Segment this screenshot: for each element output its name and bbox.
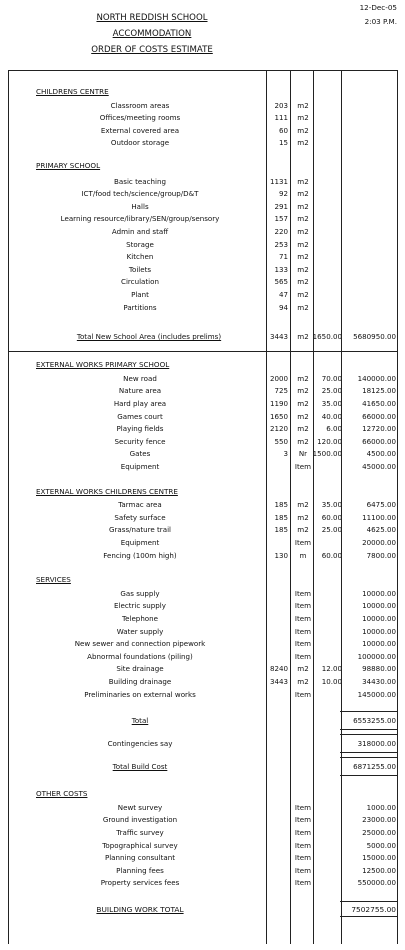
line-item-description: Classroom areas xyxy=(110,100,170,110)
building-work-total-amount: 7502755.00 xyxy=(351,905,396,914)
line-item-total: 11100.00 xyxy=(362,512,396,522)
line-item-description: Fencing (100m high) xyxy=(103,550,177,560)
title-line-2: ACCOMMODATION xyxy=(112,29,192,39)
line-item-description: New sewer and connection pipework xyxy=(74,639,206,649)
line-item-rate: 12.00 xyxy=(321,664,342,674)
line-item-unit: m2 xyxy=(297,290,309,299)
line-item-description: Equipment xyxy=(120,538,160,547)
line-item-description: Site drainage xyxy=(116,664,164,674)
line-item-description: Traffic survey xyxy=(116,828,164,837)
grand-total-box-bottom xyxy=(340,916,398,917)
line-item-description: Games court xyxy=(117,411,163,421)
summary-amount: 318000.00 xyxy=(357,739,396,749)
line-item-description: Kitchen xyxy=(126,252,154,262)
line-item-description: Learning resource/library/SEN/group/sensory xyxy=(60,214,220,224)
line-item-rate: 60.00 xyxy=(321,550,342,560)
line-item-unit: m2 xyxy=(297,227,309,236)
line-item-rate: 60.00 xyxy=(321,512,342,522)
line-item-area: 47 xyxy=(278,290,288,299)
line-item-total: 10000.00 xyxy=(362,588,396,598)
line-item-total: 15000.00 xyxy=(362,853,396,863)
line-item-unit: Item xyxy=(294,651,312,661)
line-item-unit: m2 xyxy=(297,677,309,686)
table-left-border xyxy=(8,70,9,944)
line-item-total: 10000.00 xyxy=(362,601,396,611)
summary-label: Total xyxy=(131,716,149,726)
line-item-description: New road xyxy=(123,373,157,383)
line-item-unit: Item xyxy=(294,802,312,812)
line-item-total: 4625.00 xyxy=(366,525,396,535)
line-item-area: 3 xyxy=(283,449,288,459)
line-item-rate: 25.00 xyxy=(321,386,342,396)
line-item-unit: Item xyxy=(294,588,312,598)
line-item-description: Gas supply xyxy=(120,588,160,598)
title-line-1: NORTH REDDISH SCHOOL xyxy=(96,13,208,23)
total-amount: 5680950.00 xyxy=(353,332,396,342)
line-item-total: 10000.00 xyxy=(362,639,396,649)
line-item-description: Electric supply xyxy=(114,601,166,611)
line-item-area: 8240 xyxy=(269,664,288,674)
line-item-area: 15 xyxy=(278,138,288,148)
line-item-description: Halls xyxy=(131,201,149,211)
line-item-total: 23000.00 xyxy=(362,815,396,825)
area-column-divider xyxy=(266,70,267,944)
summary-amount: 6871255.00 xyxy=(353,762,396,772)
print-date: 12-Dec-05 xyxy=(359,3,397,12)
line-item-unit: m2 xyxy=(297,138,309,148)
line-item-area: 60 xyxy=(278,125,288,135)
summary-label: Total Build Cost xyxy=(112,762,168,772)
line-item-unit: m2 xyxy=(297,411,309,421)
total-new-school-area: Total New School Area (includes prelims) xyxy=(76,332,222,342)
line-item-description: ICT/food tech/science/group/D&T xyxy=(81,189,199,199)
line-item-unit: Item xyxy=(294,853,312,863)
line-item-unit: m2 xyxy=(297,264,309,274)
line-item-description: Plant xyxy=(131,290,149,299)
line-item-description: Toilets xyxy=(128,264,152,274)
line-item-area: 565 xyxy=(274,277,288,287)
line-item-area: 220 xyxy=(274,227,288,236)
line-item-rate: 40.00 xyxy=(321,411,342,421)
line-item-total: 1000.00 xyxy=(366,802,396,812)
line-item-area: 550 xyxy=(274,436,288,446)
print-time: 2:03 P.M. xyxy=(364,17,397,26)
line-item-total: 25000.00 xyxy=(362,828,396,837)
line-item-unit: Item xyxy=(294,865,312,875)
line-item-description: Newt survey xyxy=(117,802,163,812)
line-item-unit: m2 xyxy=(297,252,309,262)
line-item-description: Security fence xyxy=(114,436,166,446)
line-item-total: 20000.00 xyxy=(362,538,396,547)
summary-box-bottom xyxy=(340,729,398,730)
line-item-description: Planning fees xyxy=(116,865,164,875)
line-item-unit: Nr xyxy=(298,449,308,459)
line-item-total: 41650.00 xyxy=(362,399,396,408)
table-right-border xyxy=(397,70,398,944)
line-item-total: 34430.00 xyxy=(362,677,396,686)
line-item-description: Partitions xyxy=(123,302,157,312)
line-item-unit: m2 xyxy=(297,125,309,135)
line-item-area: 253 xyxy=(274,239,288,249)
line-item-total: 10000.00 xyxy=(362,626,396,636)
line-item-description: Building drainage xyxy=(108,677,172,686)
line-item-unit: Item xyxy=(294,815,312,825)
table-top-border xyxy=(8,70,397,71)
line-item-total: 7800.00 xyxy=(366,550,396,560)
line-item-unit: m2 xyxy=(297,386,309,396)
line-item-unit: m xyxy=(299,550,307,560)
line-item-unit: m2 xyxy=(297,424,309,434)
line-item-unit: m2 xyxy=(297,176,309,186)
line-item-area: 92 xyxy=(278,189,288,199)
line-item-description: Offices/meeting rooms xyxy=(99,113,181,123)
line-item-area: 3443 xyxy=(269,677,288,686)
line-item-description: Basic teaching xyxy=(114,176,166,186)
line-item-total: 10000.00 xyxy=(362,614,396,623)
line-item-description: External covered area xyxy=(100,125,180,135)
line-item-rate: 120.00 xyxy=(317,436,342,446)
line-item-area: 203 xyxy=(274,100,288,110)
line-item-total: 550000.00 xyxy=(357,878,396,888)
line-item-area: 130 xyxy=(274,550,288,560)
line-item-description: Nature area xyxy=(118,386,162,396)
line-item-description: Gates xyxy=(129,449,151,459)
line-item-unit: m2 xyxy=(297,500,309,510)
line-item-area: 185 xyxy=(274,525,288,535)
total-column-divider xyxy=(341,70,342,944)
line-item-total: 66000.00 xyxy=(362,411,396,421)
line-item-area: 1650 xyxy=(269,411,288,421)
line-item-total: 100000.00 xyxy=(357,651,396,661)
line-item-description: Outdoor storage xyxy=(110,138,170,148)
summary-box-bottom xyxy=(340,775,398,776)
line-item-description: Safety surface xyxy=(114,512,166,522)
line-item-unit: Item xyxy=(294,878,312,888)
line-item-unit: m2 xyxy=(297,399,309,408)
line-item-unit: m2 xyxy=(297,214,309,224)
building-work-total-label: BUILDING WORK TOTAL xyxy=(96,905,184,914)
line-item-area: 2000 xyxy=(269,373,288,383)
grand-total-box-top xyxy=(340,901,398,902)
line-item-area: 71 xyxy=(278,252,288,262)
line-item-unit: m2 xyxy=(297,302,309,312)
title-line-3: ORDER OF COSTS ESTIMATE xyxy=(91,45,213,55)
line-item-description: Hard play area xyxy=(113,399,167,408)
line-item-description: Ground investigation xyxy=(102,815,178,825)
line-item-description: Tarmac area xyxy=(118,500,162,510)
divider xyxy=(8,351,397,352)
section-heading: EXTERNAL WORKS PRIMARY SCHOOL xyxy=(36,360,170,370)
line-item-total: 6475.00 xyxy=(366,500,396,510)
line-item-total: 98880.00 xyxy=(362,664,396,674)
line-item-rate: 1500.00 xyxy=(312,449,342,459)
line-item-rate: 70.00 xyxy=(321,373,342,383)
line-item-unit: Item xyxy=(294,626,312,636)
section-heading: SERVICES xyxy=(36,575,71,585)
line-item-description: Circulation xyxy=(121,277,159,287)
line-item-unit: m2 xyxy=(297,239,309,249)
line-item-area: 1131 xyxy=(269,176,288,186)
line-item-unit: Item xyxy=(294,462,312,471)
line-item-rate: 35.00 xyxy=(321,500,342,510)
line-item-area: 291 xyxy=(274,201,288,211)
line-item-rate: 6.00 xyxy=(326,424,342,434)
line-item-description: Property services fees xyxy=(100,878,180,888)
line-item-description: Grass/nature trail xyxy=(108,525,172,535)
line-item-description: Equipment xyxy=(120,462,160,471)
line-item-area: 185 xyxy=(274,500,288,510)
line-item-unit: m2 xyxy=(297,525,309,535)
rate-column-divider xyxy=(313,70,314,944)
line-item-unit: Item xyxy=(294,538,312,547)
line-item-area: 133 xyxy=(274,264,288,274)
line-item-total: 140000.00 xyxy=(357,373,396,383)
line-item-description: Abnormal foundations (piling) xyxy=(87,651,193,661)
line-item-area: 94 xyxy=(278,302,288,312)
line-item-unit: Item xyxy=(294,614,312,623)
line-item-rate: 25.00 xyxy=(321,525,342,535)
line-item-unit: m2 xyxy=(297,664,309,674)
summary-box-top xyxy=(340,757,398,758)
summary-box-top xyxy=(340,734,398,735)
line-item-unit: m2 xyxy=(297,113,309,123)
total-rate: 1650.00 xyxy=(312,332,342,342)
line-item-area: 2120 xyxy=(269,424,288,434)
line-item-unit: m2 xyxy=(297,436,309,446)
line-item-description: Topographical survey xyxy=(102,840,178,850)
line-item-area: 111 xyxy=(274,113,288,123)
line-item-unit: Item xyxy=(294,689,312,699)
line-item-description: Planning consultant xyxy=(104,853,176,863)
line-item-description: Admin and staff xyxy=(111,227,169,236)
line-item-area: 1190 xyxy=(269,399,288,408)
line-item-unit: Item xyxy=(294,639,312,649)
line-item-area: 185 xyxy=(274,512,288,522)
summary-box-top xyxy=(340,711,398,712)
line-item-total: 18125.00 xyxy=(362,386,396,396)
line-item-unit: Item xyxy=(294,828,312,837)
line-item-area: 725 xyxy=(274,386,288,396)
line-item-description: Playing fields xyxy=(116,424,164,434)
summary-amount: 6553255.00 xyxy=(353,716,396,726)
line-item-description: Storage xyxy=(126,239,154,249)
line-item-unit: m2 xyxy=(297,512,309,522)
line-item-description: Telephone xyxy=(121,614,159,623)
summary-box-bottom xyxy=(340,752,398,753)
total-area: 3443 xyxy=(269,332,288,342)
line-item-total: 12500.00 xyxy=(362,865,396,875)
line-item-unit: m2 xyxy=(297,201,309,211)
unit-column-divider xyxy=(290,70,291,944)
line-item-total: 45000.00 xyxy=(362,462,396,471)
line-item-description: Water supply xyxy=(116,626,164,636)
line-item-area: 157 xyxy=(274,214,288,224)
line-item-description: Preliminaries on external works xyxy=(84,689,196,699)
summary-label: Contingencies say xyxy=(107,739,173,749)
total-unit: m2 xyxy=(297,332,309,342)
line-item-total: 5000.00 xyxy=(366,840,396,850)
section-heading: CHILDRENS CENTRE xyxy=(36,87,109,96)
line-item-total: 4500.00 xyxy=(366,449,396,459)
line-item-unit: m2 xyxy=(297,277,309,287)
line-item-rate: 10.00 xyxy=(321,677,342,686)
section-heading: PRIMARY SCHOOL xyxy=(36,161,101,170)
line-item-unit: Item xyxy=(294,840,312,850)
line-item-total: 12720.00 xyxy=(362,424,396,434)
line-item-rate: 35.00 xyxy=(321,399,342,408)
section-heading: OTHER COSTS xyxy=(36,789,88,799)
line-item-unit: m2 xyxy=(297,373,309,383)
line-item-total: 145000.00 xyxy=(357,689,396,699)
line-item-unit: m2 xyxy=(297,189,309,199)
section-heading: EXTERNAL WORKS CHILDRENS CENTRE xyxy=(36,486,178,496)
line-item-unit: m2 xyxy=(297,100,309,110)
line-item-total: 66000.00 xyxy=(362,436,396,446)
line-item-unit: Item xyxy=(294,601,312,611)
